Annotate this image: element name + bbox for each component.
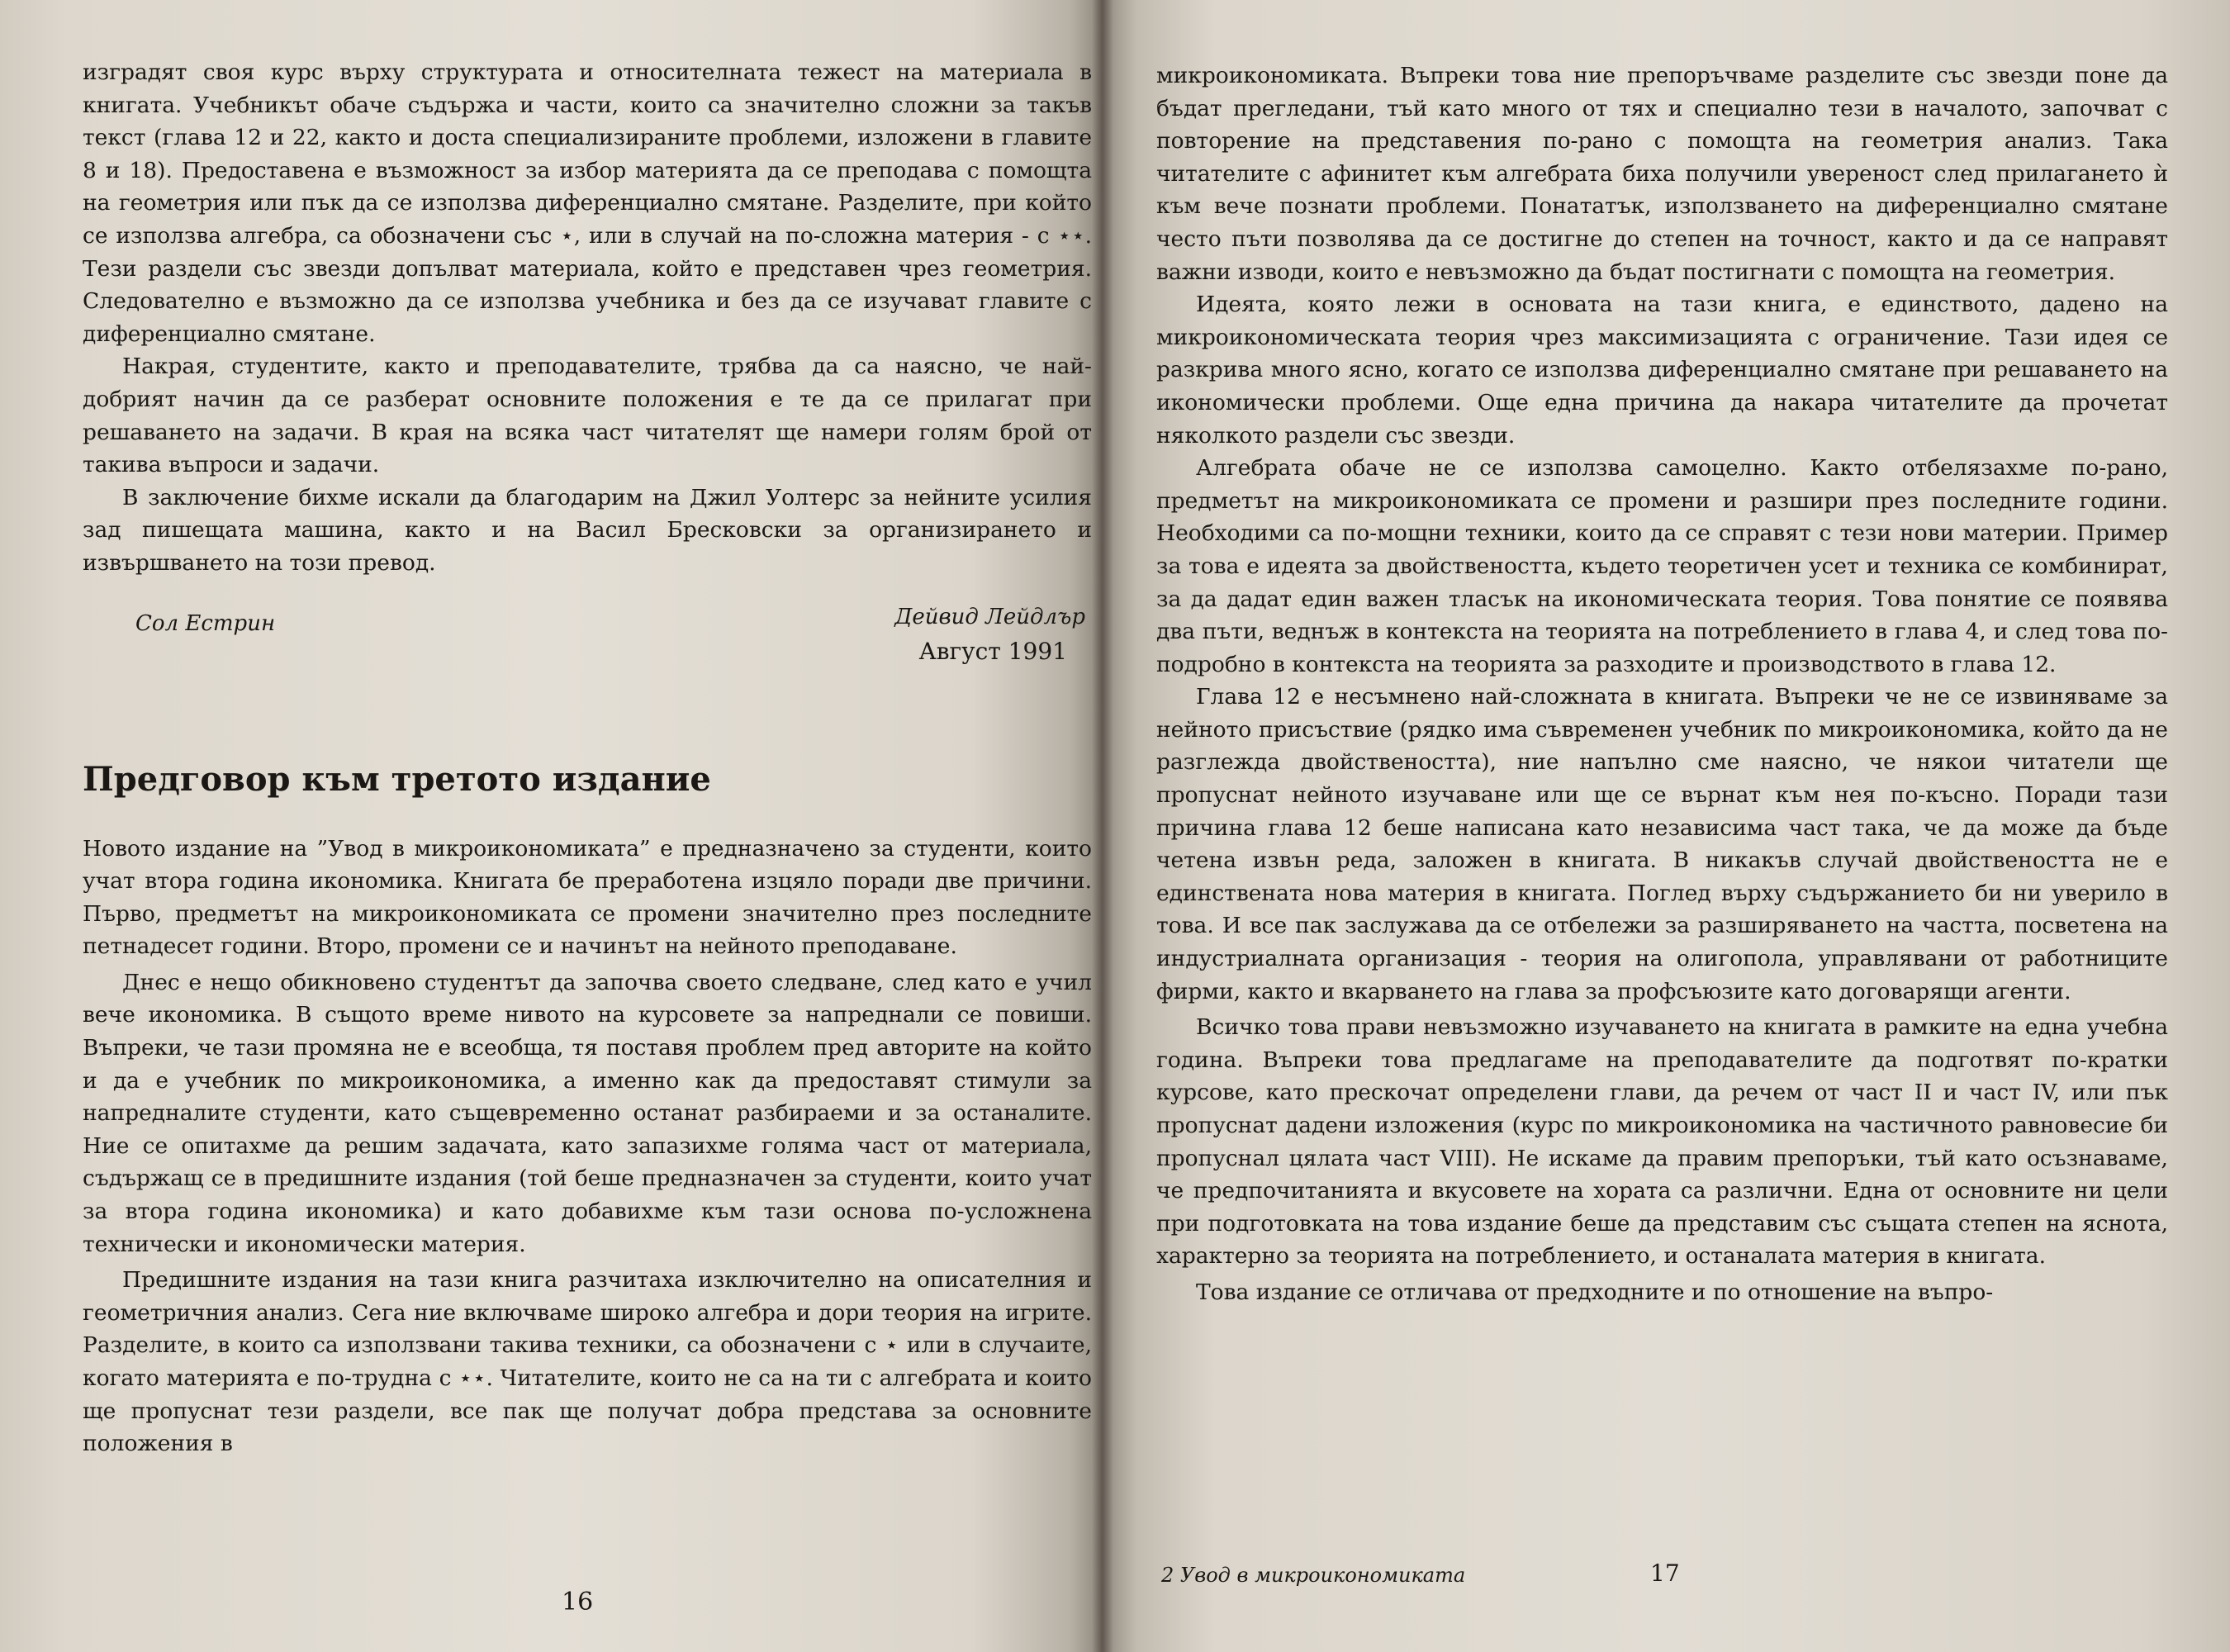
paragraph: Днес е нещо обикновено студентът да започва своето следване, след като е учил вече икономика. В същото време нивото на курсовете за напреднали се повиши. Въпреки, че тази промяна не е всеобща, тя поставя проблем пред авторите на който и да е учебник по микроикономика, а именно как да предоставят стимули за напредналите студенти, като същевременно останат разбираеми и за останалите. Ние се опитахме да решим задачата, като запазихме голяма част от материала, съдържащ се в предишните издания (той беше предназначен за студенти, които учат за втора година икономика) и като добавихме към тази основа по-усложнена технически и икономически материя. bbox=[83, 969, 1092, 1257]
paragraph: В заключение бихме искали да благодарим на Джил Уолтерс за нейните усилия зад пишещата машина, както и на Васил Бресковски за организирането и извършването на този превод. bbox=[83, 484, 1092, 576]
author-signature: Дейвид Лейдлър bbox=[894, 604, 1085, 629]
paragraph: Новото издание на ”Увод в микроикономиката” е предназначено за студенти, които учат втора година икономика. Книгата бе преработена изцяло поради две причини. Първо, предметът на микроикономиката се промени значително през последните петнадесет години. Второ, промени се и начинът на нейното преподаване. bbox=[83, 835, 1092, 960]
paragraph: Глава 12 е несъмнено най-сложната в книгата. Въпреки че не се извиняваме за нейното присъствие (рядко има съвременен учебник по микроикономика, който да не разглежда двойствеността), ние напълно сме наясно, че някои читатели ще пропуснат нейното изучаване или ще се върнат към нея по-късно. Поради тази причина глава 12 беше написана като независима част така, че да може да бъде четена извън реда, заложен в книгата. В никакъв случай двойствеността не е единствената нова материя в книгата. Поглед върху съдържанието би ни уверило в това. И все пак заслужава да се отбележи за разширяването на частта, посветена на индустриалната организация - теория на олигопола, управлявани от работниците фирми, както и вкарването на глава за профсъюзите като договарящи агенти. bbox=[1156, 684, 2168, 1004]
signature-date: Август 1991 bbox=[918, 637, 1067, 665]
left-page-text bbox=[83, 56, 1092, 1460]
paragraph: микроикономиката. Въпреки това ние препоръчваме разделите със звезди поне да бъдат прегледани, тъй като много от тях и специално тези в началото, започват с повторение на представения по-рано с помощта на геометрия анализ. Така читателите с афинитет към алгебрата биха получили увереност след прилагането ѝ към вече познати проблеми. Понататък, използването на диференциално смятане често пъти позволява да се достигне до степен на точност, както и да се направят важни изводи, които е невъзможно да бъдат постигнати с помощта на геометрия. bbox=[1156, 63, 2168, 285]
right-page bbox=[1103, 0, 2230, 1652]
paragraph: Накрая, студентите, както и преподавателите, трябва да са наясно, че най-добрият начин да се разберат основните положения е те да се прилагат при решаването на задачи. В края на всяка част читателят ще намери голям брой от такива въпроси и задачи. bbox=[83, 354, 1092, 478]
paragraph: Това издание се отличава от предходните и по отношение на въпро- bbox=[1196, 1279, 1994, 1305]
right-page-text bbox=[1156, 59, 2168, 1309]
page-number: 17 bbox=[1650, 1559, 1680, 1587]
paragraph: Алгебрата обаче не се използва самоцелно. Както отбелязахме по-рано, предметът на микроикономиката се промени и разшири през последните години. Необходими са по-мощни техники, които да се справят с тези нови материи. Пример за това е идеята за двойствеността, където теоретичен усет и техника се комбинират, за да дадат един важен тласък на икономическата теория. Това понятие се появява два пъти, веднъж в контекста на теорията на потреблението в глава 4, и след това по-подробно в контекста на теорията за разходите и производството в глава 12. bbox=[1156, 455, 2168, 677]
paragraph: Предишните издания на тази книга разчитаха изключително на описателния и геометричния анализ. Сега ние включваме широко алгебра и дори теория на игрите. Разделите, в които са използвани такива техники, са обозначени с ⋆ или в случаите, когато материята е по-трудна с ⋆⋆. Читателите, които не са на ти с алгебрата и които ще пропуснат тези раздели, все пак ще получат добра представа за основните положения в bbox=[83, 1267, 1092, 1457]
running-footer: 2 Увод в микроикономиката bbox=[1161, 1564, 1466, 1587]
paragraph: Идеята, която лежи в основата на тази книга, е единството, дадено на микроикономическата теория чрез максимизацията с ограничение. Тази идея се разкрива много ясно, когато се използва диференциално смятане при решаването на икономически проблеми. Още една причина да накара читателите да прочетат няколкото раздели със звезди. bbox=[1156, 292, 2168, 449]
paragraph: Всичко това прави невъзможно изучаването на книгата в рамките на една учебна година. Въпреки това предлагаме на преподавателите да подготвят по-кратки курсове, като прескочат определени глави, да речем от част II и част IV, или пък пропуснат дадени изложения (курс по микроикономика на частичното равновесие би пропуснал цялата част VIII). Не искаме да правим препоръки, тъй като осъзнаваме, че предпочитанията и вкусовете на хората са различни. Една от основните ни цели при подготовката на това издание беше да представим със същата степен на яснота, характерно за теорията на потреблението, и останалата материя в книгата. bbox=[1156, 1014, 2168, 1270]
author-signature: Сол Естрин bbox=[135, 610, 276, 636]
book-gutter bbox=[1092, 0, 1113, 1652]
signature-block bbox=[83, 605, 1092, 695]
left-page bbox=[0, 0, 1103, 1652]
paragraph: изградят своя курс върху структурата и относителната тежест на материала в книгата. Учебникът обаче съдържа и части, които са значително сложни за такъв текст (глава 12 и 22, както и доста специализираните проблеми, изложени в главите 8 и 18). Предоставена е възможност за избор материята да се преподава с помощта на геометрия или пък да се използва диференциално смятане. Разделите, при който се използва алгебра, са обозначени със ⋆, или в случай на по-сложна материя - с ⋆⋆. Тези раздели със звезди допълват материала, който е представен чрез геометрия. Следователно е възможно да се използва учебника и без да се изучават главите с диференциално смятане. bbox=[83, 59, 1092, 347]
section-heading: Предговор към третото издание bbox=[83, 759, 711, 799]
page-number: 16 bbox=[562, 1588, 594, 1616]
